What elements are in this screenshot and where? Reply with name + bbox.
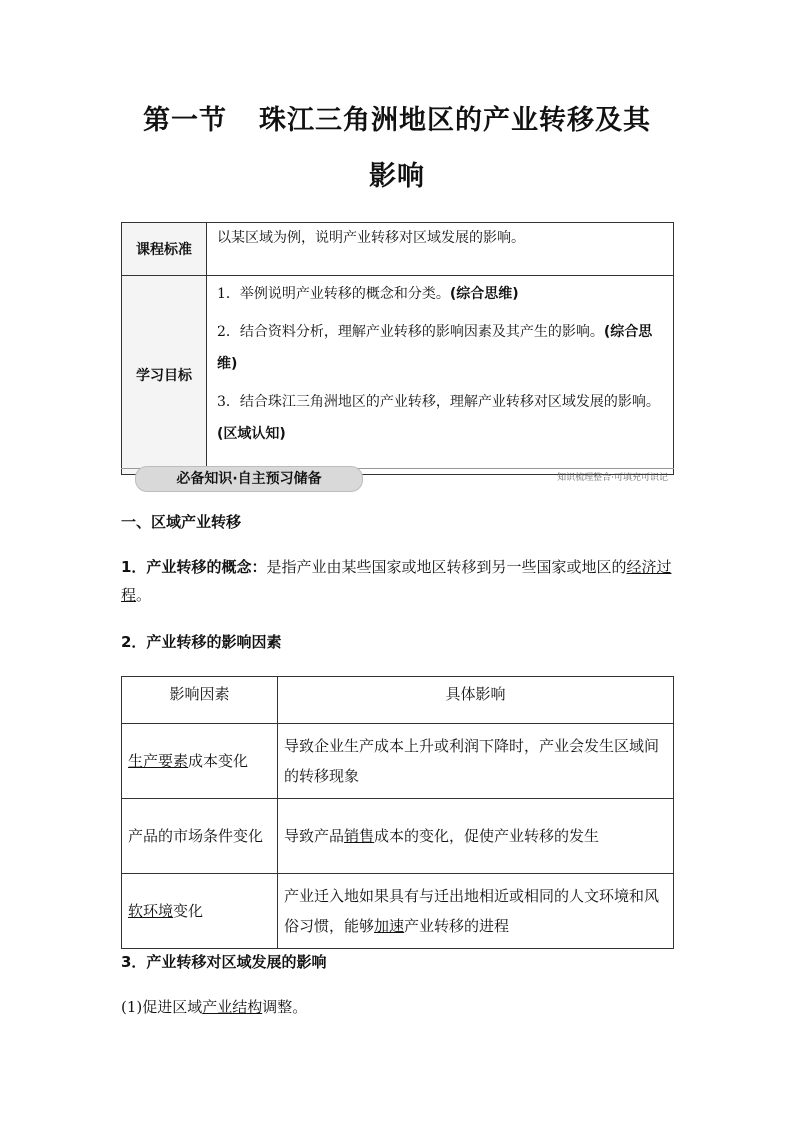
concept-underlined: 经济过程 [121, 558, 672, 604]
goal-text: 2．结合资料分析，理解产业转移的影响因素及其产生的影响。 [217, 324, 604, 340]
title-text: 珠江三角洲地区的产业转移及其 [259, 105, 651, 136]
effect-text: 导致产品 [284, 827, 345, 845]
column-header: 影响因素 [122, 677, 278, 724]
section-number: 第一节 [143, 105, 227, 136]
goals-content [207, 276, 674, 475]
goal-tag: (区域认知) [217, 426, 286, 442]
concept-label: 1．产业转移的概念： [121, 558, 267, 576]
table-row [122, 799, 674, 874]
factor-underlined: 生产要素 [128, 752, 189, 770]
goal-item [217, 278, 663, 310]
factor-text: 变化 [173, 902, 204, 920]
effect-text-end: 产业转移的进程 [404, 917, 510, 935]
effect-text: 导致企业生产成本上升或利润下降时，产业会发生区域间的转移现象 [284, 737, 660, 785]
standards-content: 以某区域为例，说明产业转移对区域发展的影响。 [207, 223, 674, 276]
factor-cell [122, 799, 278, 874]
effect-text: 产业迁入地如果具有与迁出地相近或相同的人文环境和风俗习惯，能够 [284, 887, 660, 935]
banner-side-text: 知识梳理整合·可填充可识记 [557, 473, 668, 483]
standards-header: 课程标准 [122, 223, 207, 276]
goal-text: 1．举例说明产业转移的概念和分类。 [217, 286, 450, 302]
effect-cell [278, 874, 674, 949]
effect-cell [278, 799, 674, 874]
goals-row [122, 276, 674, 475]
section-banner [121, 466, 674, 492]
banner-label: 必备知识·自主预习储备 [135, 466, 363, 492]
impact-text: (1)促进区域 [121, 998, 203, 1016]
table-row [122, 874, 674, 949]
factor-cell [122, 874, 278, 949]
goals-header: 学习目标 [122, 276, 207, 475]
factors-header-row [122, 677, 674, 724]
goal-tag: (综合思维) [217, 324, 653, 372]
factor-text: 产品的市场条件变化 [128, 827, 264, 845]
goal-item [217, 316, 663, 380]
impact-end: 调整。 [262, 998, 308, 1016]
column-header: 具体影响 [278, 677, 674, 724]
effect-cell [278, 724, 674, 799]
factor-text: 成本变化 [188, 752, 249, 770]
impact-item [121, 993, 674, 1021]
factor-underlined: 软环境 [128, 902, 174, 920]
impact-heading: 3．产业转移对区域发展的影响 [121, 953, 327, 971]
section-heading: 一、区域产业转移 [121, 513, 242, 531]
standards-row [122, 223, 674, 276]
factors-heading: 2．产业转移的影响因素 [121, 633, 282, 651]
concept-end: 。 [136, 586, 152, 604]
impact-underlined: 产业结构 [202, 998, 263, 1016]
effect-underlined: 销售 [344, 827, 375, 845]
goal-item [217, 386, 663, 450]
factors-table [121, 676, 674, 949]
factor-cell [122, 724, 278, 799]
table-row [122, 724, 674, 799]
goal-tag: (综合思维) [449, 286, 519, 302]
standards-table [121, 222, 674, 475]
page-title-line1 [0, 98, 794, 137]
effect-text-end: 成本的变化，促使产业转移的发生 [374, 827, 600, 845]
effect-underlined: 加速 [374, 917, 405, 935]
page-title-line2: 影响 [369, 161, 425, 192]
concept-text: 是指产业由某些国家或地区转移到另一些国家或地区的 [266, 558, 627, 576]
concept-paragraph [121, 553, 674, 609]
goal-text: 3．结合珠江三角洲地区的产业转移，理解产业转移对区域发展的影响。 [217, 394, 660, 410]
